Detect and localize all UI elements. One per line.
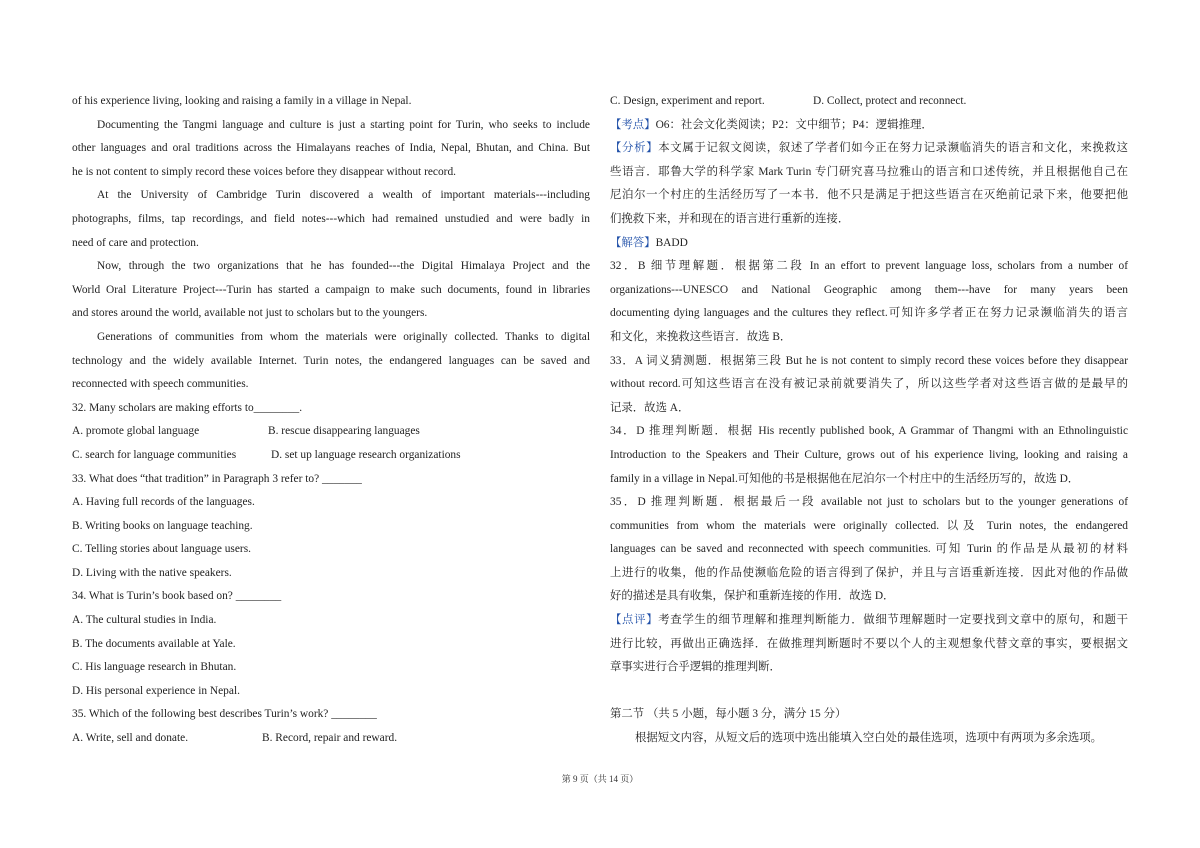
option-c: C. Telling stories about language users. bbox=[72, 543, 251, 556]
left-column bbox=[72, 90, 590, 751]
analysis-line: 们挽救下来，并和现在的语言进行重新的连接． bbox=[610, 212, 850, 225]
question-32-options-cd bbox=[72, 444, 590, 468]
question-35-options-ab bbox=[72, 727, 590, 751]
passage-line: World Oral Literature Project---Turin has started a campaign to make such documents, found in libraries bbox=[72, 283, 590, 296]
explanation-line: documenting dying languages and the cultures they reflect.可知许多学者正在努力记录濒临消失的语言 bbox=[610, 307, 1128, 320]
question-35: 35. Which of the following best describes Turin’s work? ________ bbox=[72, 708, 377, 721]
option-c: C. His language research in Bhutan. bbox=[72, 661, 237, 674]
question-32-options-ab bbox=[72, 420, 590, 444]
option-b: B. The documents available at Yale. bbox=[72, 637, 236, 650]
section-instructions: 根据短文内容，从短文后的选项中选出能填入空白处的最佳选项，选项中有两项为多余选项。 bbox=[635, 732, 1103, 745]
comment-line: 进行比较，再做出正确选择．在做推理判断题时不要以个人的主观想象代替文章的事实，要根据文 bbox=[610, 637, 1128, 650]
comment-line: 章事实进行合乎逻辑的推理判断． bbox=[610, 661, 781, 674]
question-34: 34. What is Turin’s book based on? ________ bbox=[72, 590, 282, 603]
dianping-tag: 【点评】 bbox=[610, 614, 659, 627]
question-32: 32. Many scholars are making efforts to________. bbox=[72, 401, 303, 414]
option-a: A. The cultural studies in India. bbox=[72, 614, 217, 627]
explanation-line: organizations---UNESCO and National Geographic among them---have for many years been bbox=[610, 283, 1128, 296]
analysis-line: 尼泊尔一个村庄的生活经历写了一本书．他不只是满足于把这些语言在灭绝前记录下来，他要把他 bbox=[610, 189, 1128, 202]
option-b: B. rescue disappearing languages bbox=[268, 425, 420, 438]
option-a: A. Write, sell and donate. bbox=[72, 732, 189, 745]
option-d: D. Living with the native speakers. bbox=[72, 566, 232, 579]
explanation-line: 33．A 词义猜测题．根据第三段 But he is not content to simply record these voices before they disappear bbox=[610, 354, 1128, 367]
passage-line: technology and the widely available Internet. Turin notes, the endangered languages can be saved and bbox=[72, 354, 590, 367]
fenxi-text: 本文属于记叙文阅读，叙述了学者们如今正在努力记录濒临消失的语言和文化，来挽救这 bbox=[658, 142, 1128, 155]
explanation-line: Introduction to the Speakers and Their Culture, grows out of his experience living, looking and raising a bbox=[610, 448, 1128, 461]
explanation-line: 和文化，来挽救这些语言．故选 B． bbox=[610, 330, 792, 343]
option-c: C. search for language communities bbox=[72, 448, 237, 461]
fenxi-tag: 【分析】 bbox=[610, 142, 659, 155]
option-b: B. Writing books on language teaching. bbox=[72, 519, 253, 532]
dianping-text: 考查学生的细节理解和推理判断能力．做细节理解题时一定要找到文章中的原句，和题干 bbox=[658, 614, 1128, 627]
explanation-line: 35．D 推理判断题．根据最后一段 available not just to scholars but to the younger generations of bbox=[610, 496, 1128, 509]
option-a: A. Having full records of the languages. bbox=[72, 496, 255, 509]
jieda-line bbox=[610, 232, 1128, 256]
option-d: D. His personal experience in Nepal. bbox=[72, 684, 240, 697]
option-a: A. promote global language bbox=[72, 425, 200, 438]
page-footer: 第 9 页（共 14 页） bbox=[561, 774, 639, 784]
explanation-line: 好的描述是具有收集，保护和重新连接的作用．故选 D． bbox=[610, 590, 895, 603]
kaodian-tag: 【考点】 bbox=[610, 118, 656, 131]
dianping-line bbox=[610, 609, 1128, 633]
passage-line: photographs, films, tap recordings, and field notes---which had remained unstudied and were badly in bbox=[72, 212, 590, 225]
option-d: D. Collect, protect and reconnect. bbox=[813, 95, 967, 107]
question-33: 33. What does “that tradition” in Paragraph 3 refer to? _______ bbox=[72, 472, 362, 485]
passage-line: Generations of communities from whom the materials were originally collected. Thanks to digital bbox=[97, 330, 590, 343]
passage-line: other languages and oral traditions across the Himalayans reaches of India, Nepal, Bhutan, and China. But bbox=[72, 142, 590, 155]
spacer bbox=[610, 680, 1128, 704]
passage-line: Now, through the two organizations that he has founded---the Digital Himalaya Project and the bbox=[97, 260, 590, 273]
analysis-line: 些语言．耶鲁大学的科学家 Mark Turin 专门研究喜马拉雅山的语言和口述传统，并且根据他自己在 bbox=[610, 165, 1128, 178]
passage-line: At the University of Cambridge Turin discovered a wealth of important materials---including bbox=[97, 189, 590, 202]
passage-line: and stores around the world, available not just to scholars but to the youngers. bbox=[72, 307, 428, 320]
explanation-line: 上进行的收集，他的作品使濒临危险的语言得到了保护，并且与言语重新连接．因此对他的作品做 bbox=[610, 566, 1128, 579]
explanation-line: 记录．故选 A． bbox=[610, 401, 690, 414]
explanation-line: without record.可知这些语言在没有被记录前就要消失了，所以这些学者对这些语言做的是最早的 bbox=[610, 378, 1128, 391]
passage-line: of his experience living, looking and raising a family in a village in Nepal. bbox=[72, 95, 412, 107]
fenxi-line bbox=[610, 137, 1128, 161]
question-35-options-cd bbox=[610, 90, 1128, 114]
kaodian-line bbox=[610, 114, 1128, 138]
jieda-tag: 【解答】 bbox=[610, 236, 656, 249]
passage-line: Documenting the Tangmi language and culture is just a starting point for Turin, who seeks to include bbox=[97, 118, 590, 131]
explanation-line: 34．D 推理判断题．根据 His recently published book, A Grammar of Thangmi with an Ethnolinguistic bbox=[610, 425, 1128, 438]
passage-line: reconnected with speech communities. bbox=[72, 378, 249, 391]
explanation-line: languages can be saved and reconnected with speech communities. 可知 Turin 的作品是从最初的材料 bbox=[610, 543, 1128, 556]
section-title: 第二节 （共 5 小题，每小题 3 分，满分 15 分） bbox=[610, 708, 847, 721]
passage-line: need of care and protection. bbox=[72, 236, 199, 249]
option-b: B. Record, repair and reward. bbox=[262, 732, 398, 745]
kaodian-text: O6：社会文化类阅读；P2：文中细节；P4：逻辑推理． bbox=[655, 118, 933, 131]
right-column bbox=[610, 90, 1128, 751]
explanation-line: family in a village in Nepal.可知他的书是根据他在尼泊尔一个村庄中的生活经历写的，故选 D． bbox=[610, 472, 1080, 485]
option-d: D. set up language research organizations bbox=[271, 448, 461, 461]
explanation-line: 32．B 细节理解题．根据第二段 In an effort to prevent language loss, scholars from a number of bbox=[610, 260, 1128, 273]
explanation-line: communities from whom the materials were originally collected. 以及 Turin notes, the endangered bbox=[610, 519, 1128, 532]
passage-line: he is not content to simply record these voices before they disappear without record. bbox=[72, 165, 457, 178]
answer-key: BADD bbox=[655, 236, 688, 249]
option-c: C. Design, experiment and report. bbox=[610, 95, 765, 107]
